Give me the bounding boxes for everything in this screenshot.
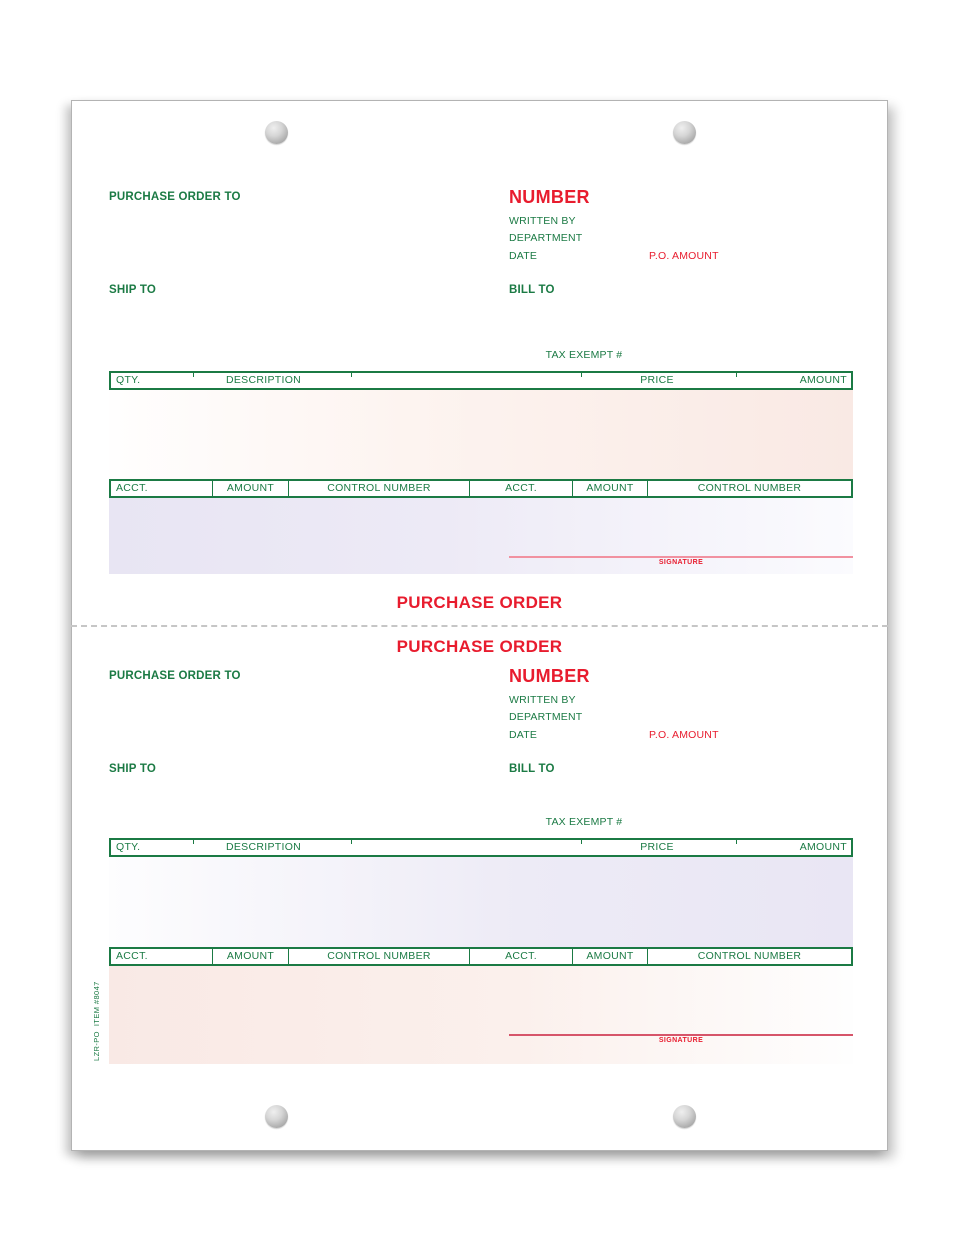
qty-column-header: QTY. [116, 841, 141, 853]
signature-line [509, 1034, 853, 1036]
bill-to-label: BILL TO [509, 763, 555, 775]
form-title: PURCHASE ORDER [396, 593, 563, 612]
tax-exempt-label: TAX EXEMPT # [545, 349, 623, 361]
department-label: DEPARTMENT [509, 232, 583, 244]
column-tick [736, 373, 737, 377]
acct-column-header: ACCT. [470, 949, 573, 964]
amount-column-header: AMOUNT [213, 949, 289, 964]
line-items-header [109, 371, 853, 390]
date-label: DATE [509, 250, 538, 262]
line-items-header [109, 838, 853, 857]
description-column-header: DESCRIPTION [226, 374, 302, 386]
perforation-line [71, 625, 888, 627]
department-label: DEPARTMENT [509, 711, 583, 723]
control-number-column-header: CONTROL NUMBER [697, 950, 802, 962]
number-label: NUMBER [509, 187, 590, 207]
acct-column-header: ACCT. [470, 481, 573, 496]
number-label: NUMBER [509, 666, 590, 686]
purchase-order-to-label: PURCHASE ORDER TO [109, 191, 241, 203]
price-column-header: PRICE [640, 841, 674, 853]
amount-column-header: AMOUNT [573, 949, 648, 964]
control-number-column-header: CONTROL NUMBER [697, 482, 802, 494]
date-label: DATE [509, 729, 538, 741]
signature-label: SIGNATURE [658, 1037, 704, 1044]
punch-hole-icon [673, 121, 696, 144]
signature-line [509, 556, 853, 558]
account-distribution-header [109, 479, 853, 498]
column-tick [581, 373, 582, 377]
punch-hole-icon [265, 121, 288, 144]
amount-column-header: AMOUNT [573, 481, 648, 496]
column-tick [736, 840, 737, 844]
column-tick [193, 373, 194, 377]
control-number-column-header: CONTROL NUMBER [289, 481, 470, 496]
punch-hole-icon [265, 1105, 288, 1128]
po-amount-label: P.O. AMOUNT [649, 250, 719, 262]
control-number-column-header: CONTROL NUMBER [289, 949, 470, 964]
ship-to-label: SHIP TO [109, 284, 156, 296]
tax-exempt-label: TAX EXEMPT # [545, 816, 623, 828]
amount-column-header: AMOUNT [799, 841, 847, 853]
amount-column-header: AMOUNT [799, 374, 847, 386]
ship-to-label: SHIP TO [109, 763, 156, 775]
line-items-area [109, 857, 853, 947]
form-item-number: LZR-PO ITEM #8047 [92, 981, 101, 1061]
column-tick [193, 840, 194, 844]
written-by-label: WRITTEN BY [509, 694, 576, 706]
column-tick [581, 840, 582, 844]
price-column-header: PRICE [640, 374, 674, 386]
amount-column-header: AMOUNT [213, 481, 289, 496]
account-distribution-header [109, 947, 853, 966]
qty-column-header: QTY. [116, 374, 141, 386]
column-tick [351, 373, 352, 377]
punch-hole-icon [673, 1105, 696, 1128]
written-by-label: WRITTEN BY [509, 215, 576, 227]
acct-column-header: ACCT. [111, 481, 213, 496]
purchase-order-sheet [71, 100, 888, 1151]
po-amount-label: P.O. AMOUNT [649, 729, 719, 741]
description-column-header: DESCRIPTION [226, 841, 302, 853]
acct-column-header: ACCT. [111, 949, 213, 964]
purchase-order-to-label: PURCHASE ORDER TO [109, 670, 241, 682]
form-title: PURCHASE ORDER [396, 637, 563, 656]
line-items-area [109, 390, 853, 479]
bill-to-label: BILL TO [509, 284, 555, 296]
account-distribution-area [109, 966, 853, 1064]
signature-label: SIGNATURE [658, 559, 704, 566]
column-tick [351, 840, 352, 844]
